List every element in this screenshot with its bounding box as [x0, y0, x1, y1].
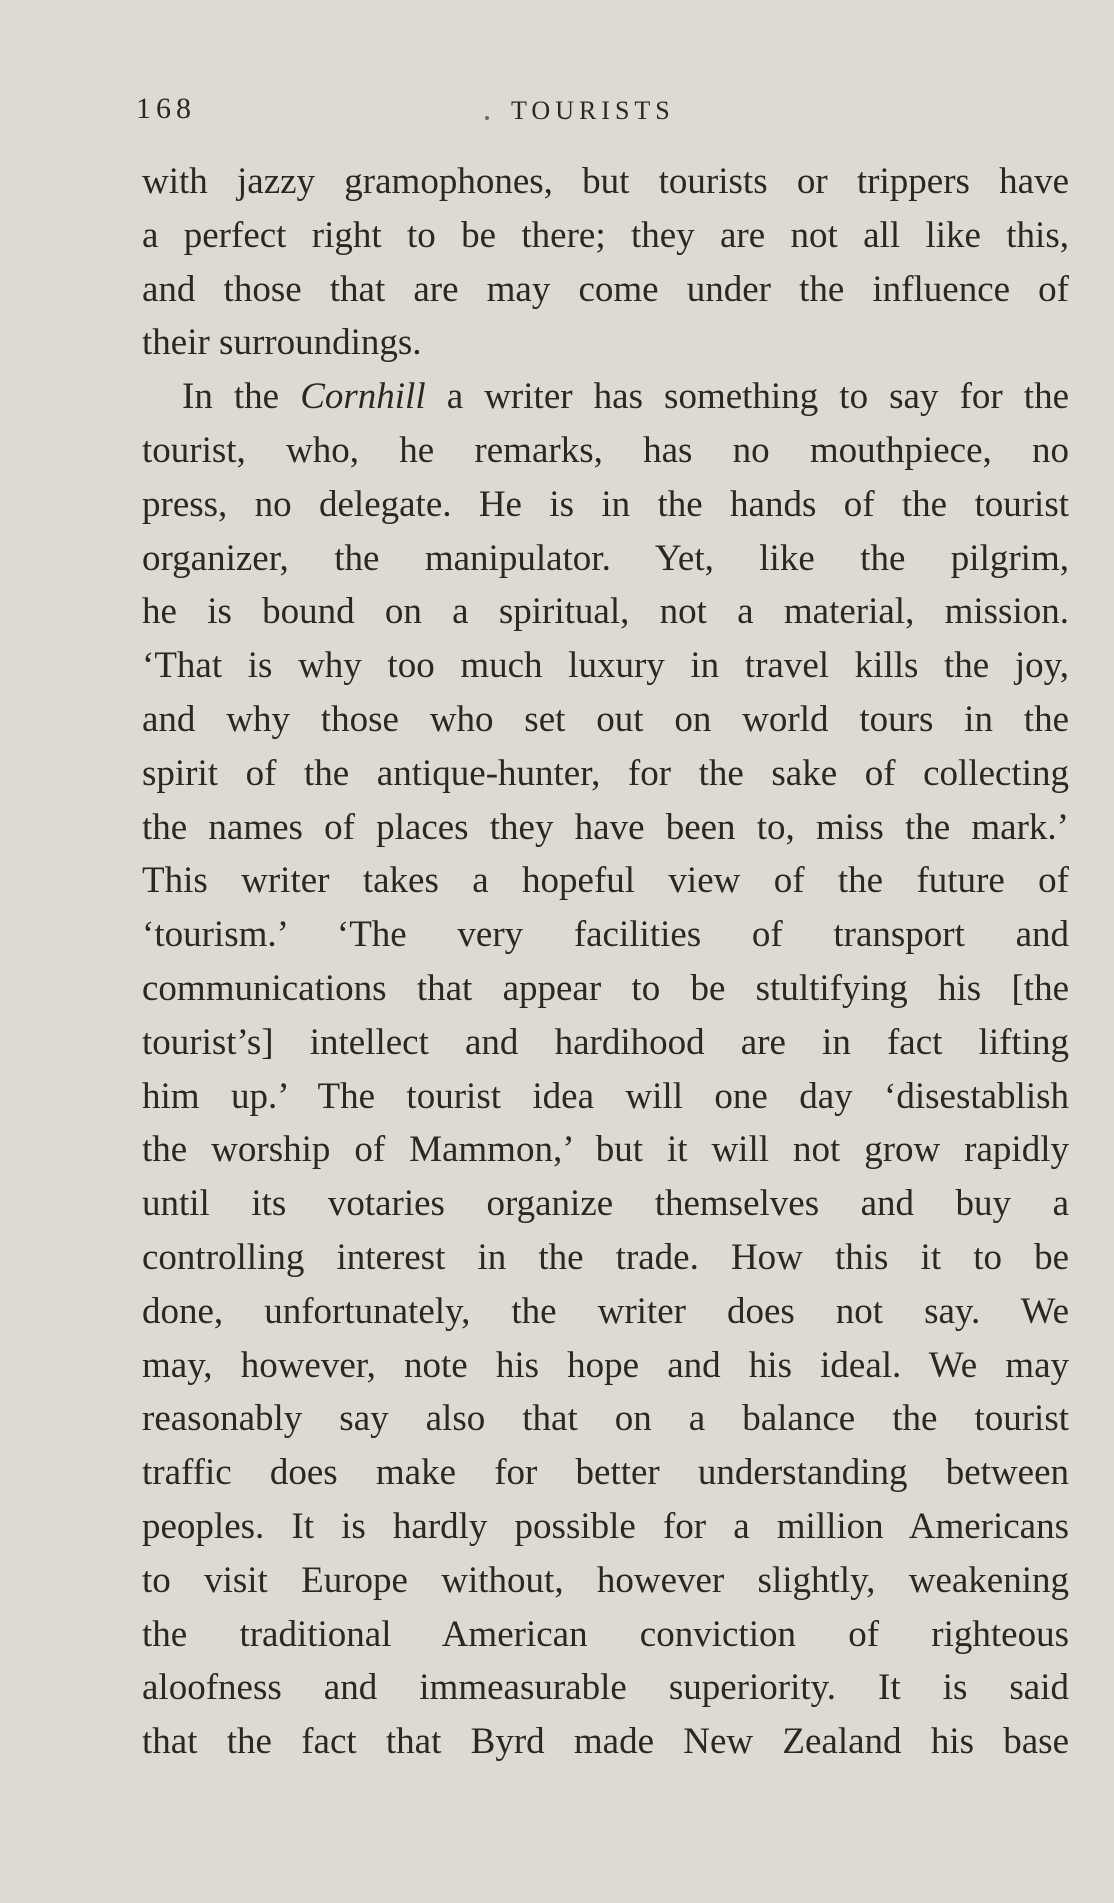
- running-header: [136, 92, 896, 132]
- text-line: press, no delegate. He is in the hands of the tourist: [142, 483, 1069, 525]
- text-line: that the fact that Byrd made New Zealand his base: [142, 1721, 1069, 1763]
- text-line: may, however, note his hope and his ideal. We may: [142, 1344, 1069, 1386]
- text-line: him up.’ The tourist idea will one day ‘disestablish: [142, 1075, 1069, 1117]
- running-title: TOURISTS: [511, 96, 675, 125]
- text-line: controlling interest in the trade. How this it to be: [142, 1236, 1069, 1278]
- text-line: their surroundings.: [142, 322, 422, 364]
- text-line: reasonably say also that on a balance the tourist: [142, 1398, 1069, 1440]
- text-line: with jazzy gramophones, but tourists or trippers have: [142, 161, 1069, 202]
- text-line: traffic does make for better understanding between: [142, 1452, 1069, 1494]
- text-line: and those that are may come under the influence of: [142, 268, 1069, 310]
- line-suffix: a writer has something to say for the: [425, 376, 1069, 418]
- text-line: done, unfortunately, the writer does not say. We: [142, 1290, 1069, 1332]
- text-line: to visit Europe without, however slightly, weakening: [142, 1559, 1069, 1601]
- text-line: organizer, the manipulator. Yet, like the pilgrim,: [142, 537, 1069, 579]
- text-line: This writer takes a hopeful view of the future of: [142, 860, 1069, 902]
- text-line: peoples. It is hardly possible for a million Americans: [142, 1505, 1069, 1547]
- page-number: 168: [136, 92, 196, 125]
- journal-title: Cornhill: [300, 376, 426, 418]
- paragraph-first-line: [142, 370, 1069, 424]
- text-line: the traditional American conviction of righteous: [142, 1613, 1069, 1655]
- line-prefix: In the: [182, 376, 301, 418]
- text-line: tourist, who, he remarks, has no mouthpiece, no: [142, 429, 1069, 471]
- text-line: communications that appear to be stultifying his [the: [142, 967, 1069, 1009]
- text-line: he is bound on a spiritual, not a material, mission.: [142, 591, 1069, 633]
- text-line: spirit of the antique-hunter, for the sake of collecting: [142, 752, 1069, 794]
- text-line: a perfect right to be there; they are not all like this,: [142, 214, 1069, 256]
- text-line: aloofness and immeasurable superiority. It is said: [142, 1667, 1069, 1709]
- text-line: ‘That is why too much luxury in travel kills the joy,: [142, 645, 1069, 687]
- text-line: ‘tourism.’ ‘The very facilities of transport and: [142, 914, 1069, 956]
- text-line: the worship of Mammon,’ but it will not grow rapidly: [142, 1129, 1069, 1171]
- text-line: the names of places they have been to, miss the mark.’: [142, 806, 1069, 848]
- body-text: [142, 155, 1069, 1769]
- text-line: until its votaries organize themselves and buy a: [142, 1183, 1069, 1225]
- text-line: and why those who set out on world tours in the: [142, 698, 1069, 740]
- text-line: tourist’s] intellect and hardihood are in fact lifting: [142, 1021, 1069, 1063]
